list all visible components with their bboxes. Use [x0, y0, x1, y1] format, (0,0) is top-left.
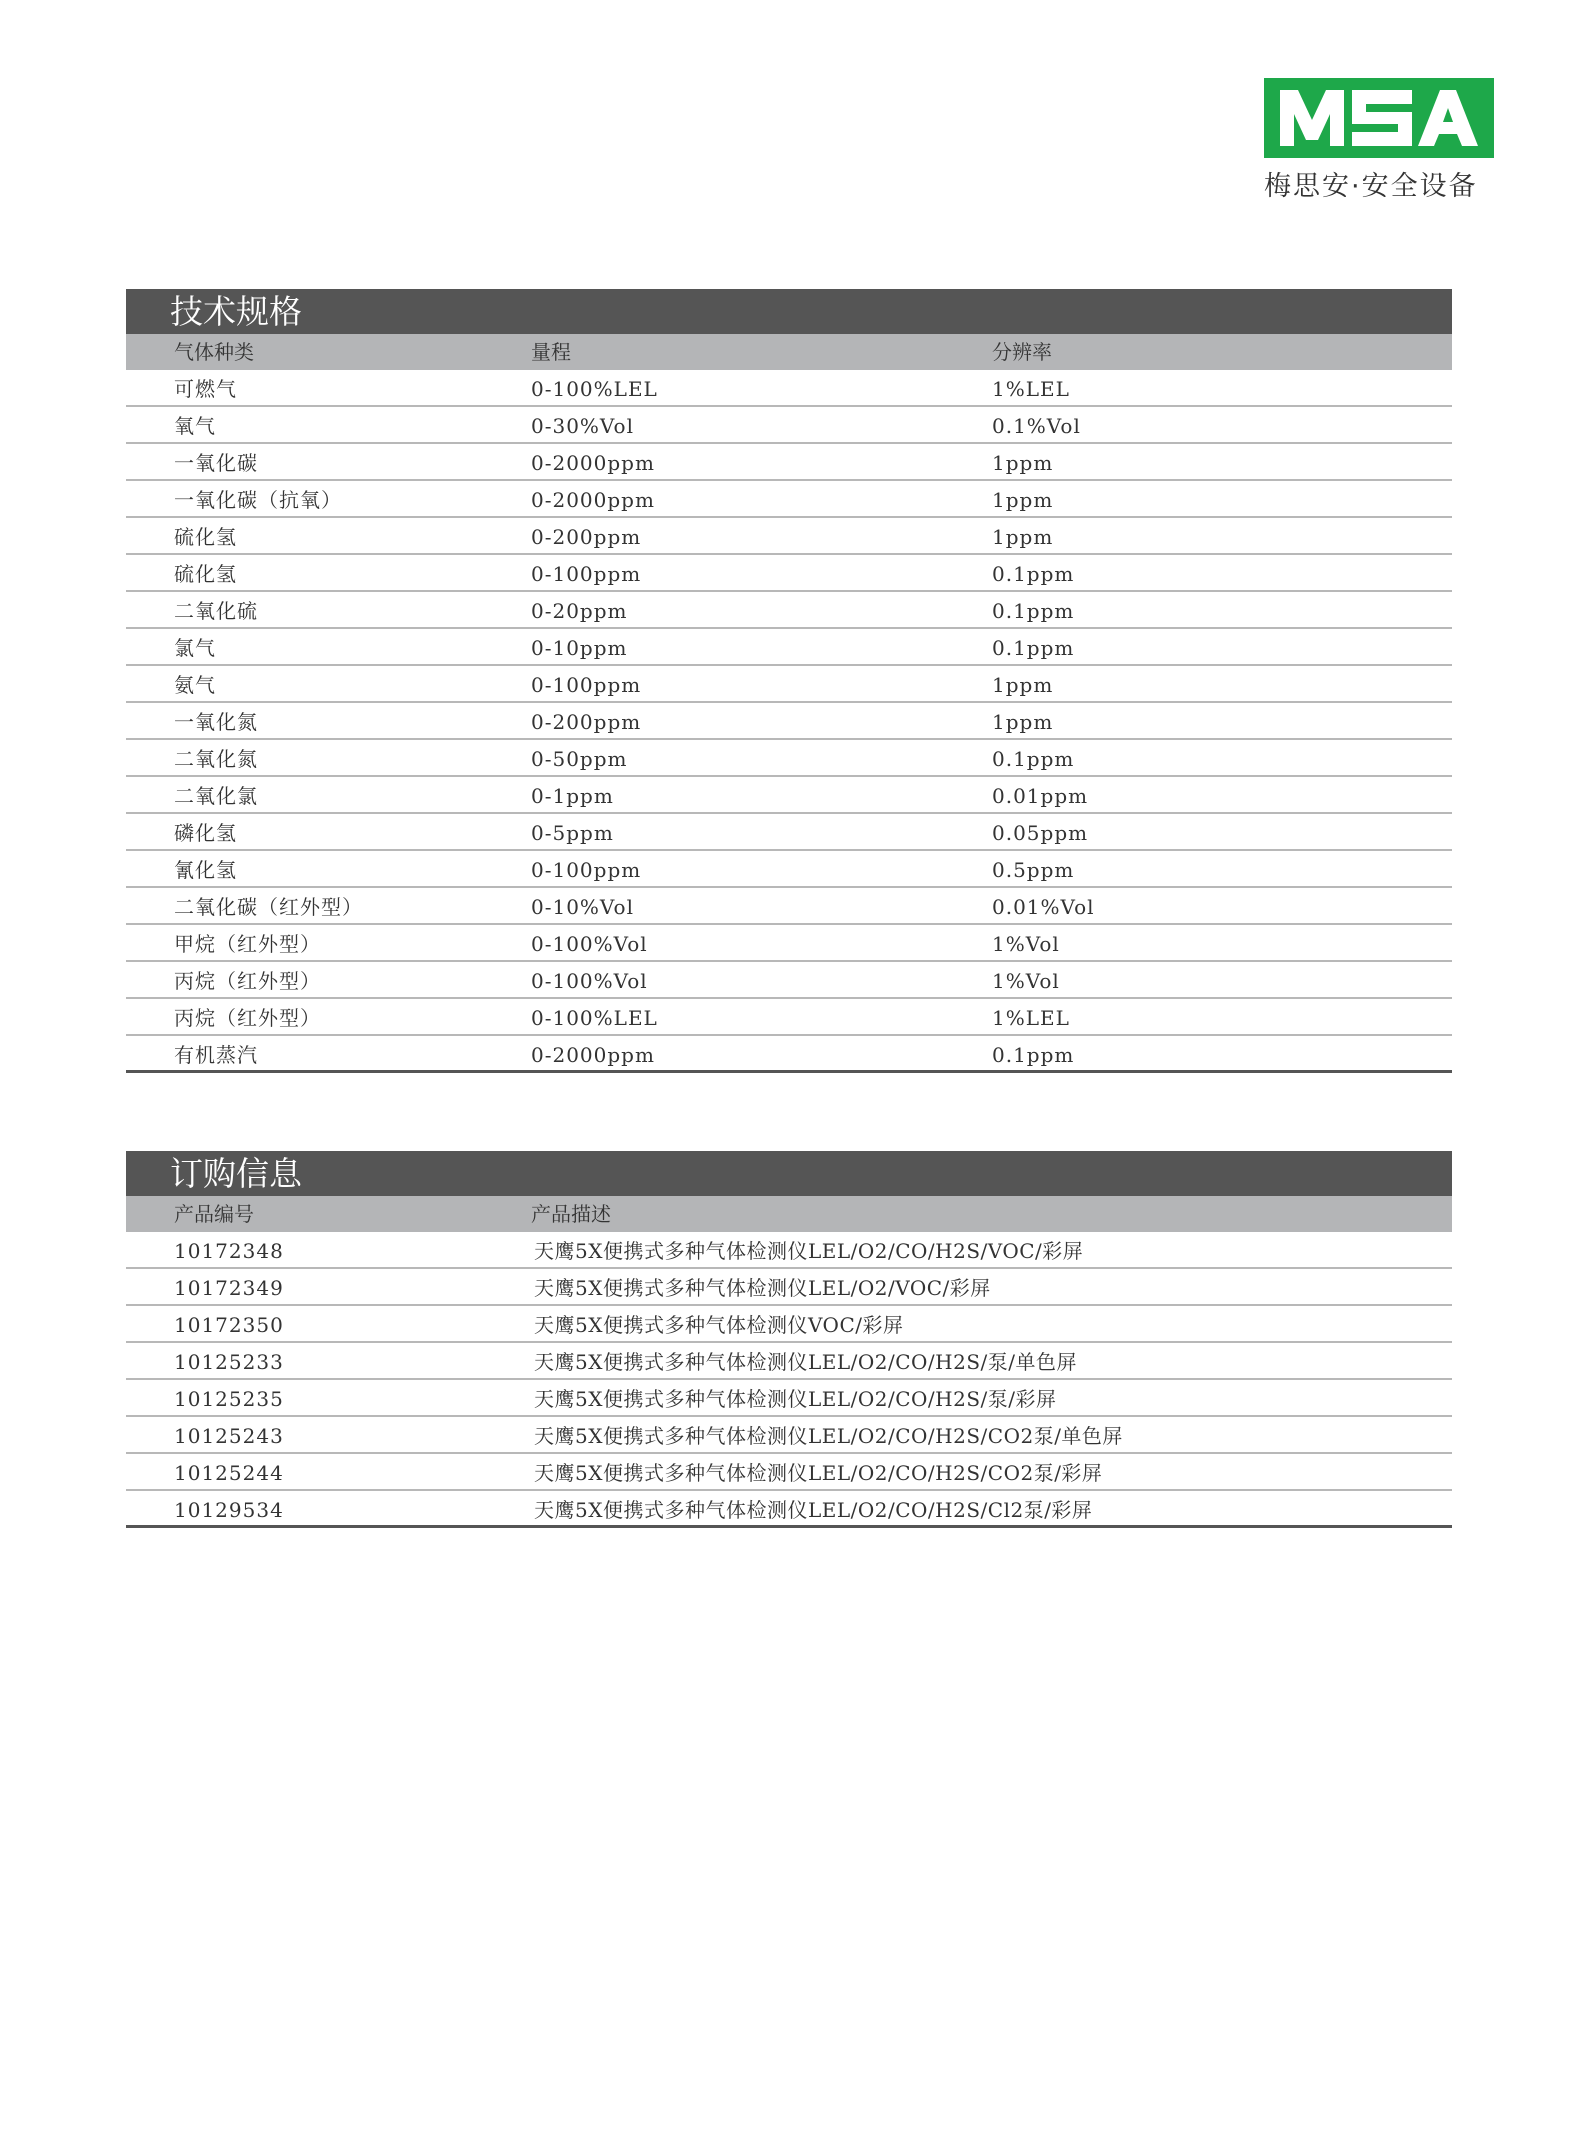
table-row — [126, 1380, 1452, 1417]
resolution-cell: 0.05ppm — [992, 821, 1089, 845]
header-gas-type: 气体种类 — [174, 340, 254, 364]
resolution-cell: 0.1ppm — [992, 636, 1075, 660]
msa-logo-box — [1264, 78, 1494, 158]
resolution-cell: 0.1%Vol — [992, 414, 1081, 438]
range-cell: 0-100ppm — [531, 562, 642, 586]
part-number-cell: 10125244 — [174, 1461, 284, 1485]
gas-type-cell: 二氧化硫 — [174, 599, 258, 623]
table-row — [126, 481, 1452, 518]
gas-type-cell: 有机蒸汽 — [174, 1043, 258, 1067]
table-row — [126, 1269, 1452, 1306]
ordering-section — [126, 1151, 1452, 1528]
specs-table-body — [126, 370, 1452, 1073]
msa-logo-mark — [1276, 84, 1482, 152]
table-row — [126, 1036, 1452, 1073]
range-cell: 0-10%Vol — [531, 895, 634, 919]
gas-type-cell: 氰化氢 — [174, 858, 237, 882]
part-number-cell: 10172349 — [174, 1276, 284, 1300]
table-row — [126, 1417, 1452, 1454]
range-cell: 0-100%LEL — [531, 377, 658, 401]
table-row — [126, 740, 1452, 777]
resolution-cell: 1ppm — [992, 525, 1054, 549]
resolution-cell: 0.1ppm — [992, 562, 1075, 586]
gas-type-cell: 丙烷（红外型） — [174, 969, 321, 993]
resolution-cell: 0.1ppm — [992, 599, 1075, 623]
description-cell: 天鹰5X便携式多种气体检测仪LEL/O2/CO/H2S/泵/彩屏 — [534, 1387, 1057, 1411]
table-row — [126, 777, 1452, 814]
resolution-cell: 1ppm — [992, 710, 1054, 734]
range-cell: 0-100ppm — [531, 858, 642, 882]
gas-type-cell: 一氧化碳（抗氧） — [174, 488, 342, 512]
resolution-cell: 1ppm — [992, 488, 1054, 512]
table-row — [126, 1232, 1452, 1269]
range-cell: 0-200ppm — [531, 525, 642, 549]
header-part-number: 产品编号 — [174, 1202, 254, 1226]
header-resolution: 分辨率 — [992, 340, 1052, 364]
ordering-header-row — [126, 1196, 1452, 1232]
table-row — [126, 999, 1452, 1036]
gas-type-cell: 硫化氢 — [174, 562, 237, 586]
table-row — [126, 629, 1452, 666]
header-range: 量程 — [531, 340, 571, 364]
table-row — [126, 925, 1452, 962]
range-cell: 0-1ppm — [531, 784, 614, 808]
resolution-cell: 0.1ppm — [992, 1043, 1075, 1067]
gas-type-cell: 一氧化氮 — [174, 710, 258, 734]
msa-logo — [1264, 78, 1494, 203]
table-row — [126, 888, 1452, 925]
range-cell: 0-2000ppm — [531, 488, 655, 512]
description-cell: 天鹰5X便携式多种气体检测仪LEL/O2/CO/H2S/CO2泵/单色屏 — [534, 1424, 1123, 1448]
table-row — [126, 1306, 1452, 1343]
part-number-cell: 10129534 — [174, 1498, 284, 1522]
resolution-cell: 0.01ppm — [992, 784, 1089, 808]
table-row — [126, 407, 1452, 444]
part-number-cell: 10172348 — [174, 1239, 284, 1263]
description-cell: 天鹰5X便携式多种气体检测仪VOC/彩屏 — [534, 1313, 904, 1337]
resolution-cell: 1%LEL — [992, 377, 1070, 401]
range-cell: 0-100%LEL — [531, 1006, 658, 1030]
gas-type-cell: 氯气 — [174, 636, 216, 660]
gas-type-cell: 甲烷（红外型） — [174, 932, 321, 956]
header-description: 产品描述 — [531, 1202, 611, 1226]
table-row — [126, 592, 1452, 629]
resolution-cell: 1%LEL — [992, 1006, 1070, 1030]
table-row — [126, 555, 1452, 592]
table-row — [126, 814, 1452, 851]
description-cell: 天鹰5X便携式多种气体检测仪LEL/O2/CO/H2S/Cl2泵/彩屏 — [534, 1498, 1093, 1522]
gas-type-cell: 氧气 — [174, 414, 216, 438]
description-cell: 天鹰5X便携式多种气体检测仪LEL/O2/CO/H2S/VOC/彩屏 — [534, 1239, 1084, 1263]
gas-type-cell: 二氧化氯 — [174, 784, 258, 808]
part-number-cell: 10125243 — [174, 1424, 284, 1448]
resolution-cell: 0.01%Vol — [992, 895, 1095, 919]
gas-type-cell: 二氧化碳（红外型） — [174, 895, 363, 919]
specs-header-row — [126, 334, 1452, 370]
gas-type-cell: 二氧化氮 — [174, 747, 258, 771]
range-cell: 0-30%Vol — [531, 414, 634, 438]
table-row — [126, 962, 1452, 999]
table-row — [126, 370, 1452, 407]
gas-type-cell: 氨气 — [174, 673, 216, 697]
specs-title: 技术规格 — [126, 289, 1452, 334]
ordering-title: 订购信息 — [126, 1151, 1452, 1196]
description-cell: 天鹰5X便携式多种气体检测仪LEL/O2/VOC/彩屏 — [534, 1276, 991, 1300]
resolution-cell: 1ppm — [992, 673, 1054, 697]
table-row — [126, 1454, 1452, 1491]
specs-section — [126, 289, 1452, 1073]
range-cell: 0-100%Vol — [531, 932, 648, 956]
gas-type-cell: 一氧化碳 — [174, 451, 258, 475]
part-number-cell: 10125233 — [174, 1350, 284, 1374]
resolution-cell: 1%Vol — [992, 969, 1060, 993]
table-row — [126, 666, 1452, 703]
range-cell: 0-100ppm — [531, 673, 642, 697]
table-row — [126, 1491, 1452, 1528]
range-cell: 0-20ppm — [531, 599, 628, 623]
gas-type-cell: 磷化氢 — [174, 821, 237, 845]
table-row — [126, 1343, 1452, 1380]
range-cell: 0-2000ppm — [531, 1043, 655, 1067]
resolution-cell: 0.1ppm — [992, 747, 1075, 771]
gas-type-cell: 可燃气 — [174, 377, 237, 401]
range-cell: 0-50ppm — [531, 747, 628, 771]
description-cell: 天鹰5X便携式多种气体检测仪LEL/O2/CO/H2S/泵/单色屏 — [534, 1350, 1078, 1374]
part-number-cell: 10125235 — [174, 1387, 284, 1411]
part-number-cell: 10172350 — [174, 1313, 284, 1337]
resolution-cell: 0.5ppm — [992, 858, 1075, 882]
brand-subtitle: 梅思安·安全设备 — [1264, 171, 1478, 202]
ordering-table-body — [126, 1232, 1452, 1528]
range-cell: 0-2000ppm — [531, 451, 655, 475]
resolution-cell: 1%Vol — [992, 932, 1060, 956]
range-cell: 0-100%Vol — [531, 969, 648, 993]
range-cell: 0-200ppm — [531, 710, 642, 734]
description-cell: 天鹰5X便携式多种气体检测仪LEL/O2/CO/H2S/CO2泵/彩屏 — [534, 1461, 1103, 1485]
range-cell: 0-5ppm — [531, 821, 614, 845]
table-row — [126, 703, 1452, 740]
table-row — [126, 518, 1452, 555]
table-row — [126, 444, 1452, 481]
resolution-cell: 1ppm — [992, 451, 1054, 475]
gas-type-cell: 硫化氢 — [174, 525, 237, 549]
range-cell: 0-10ppm — [531, 636, 628, 660]
table-row — [126, 851, 1452, 888]
gas-type-cell: 丙烷（红外型） — [174, 1006, 321, 1030]
